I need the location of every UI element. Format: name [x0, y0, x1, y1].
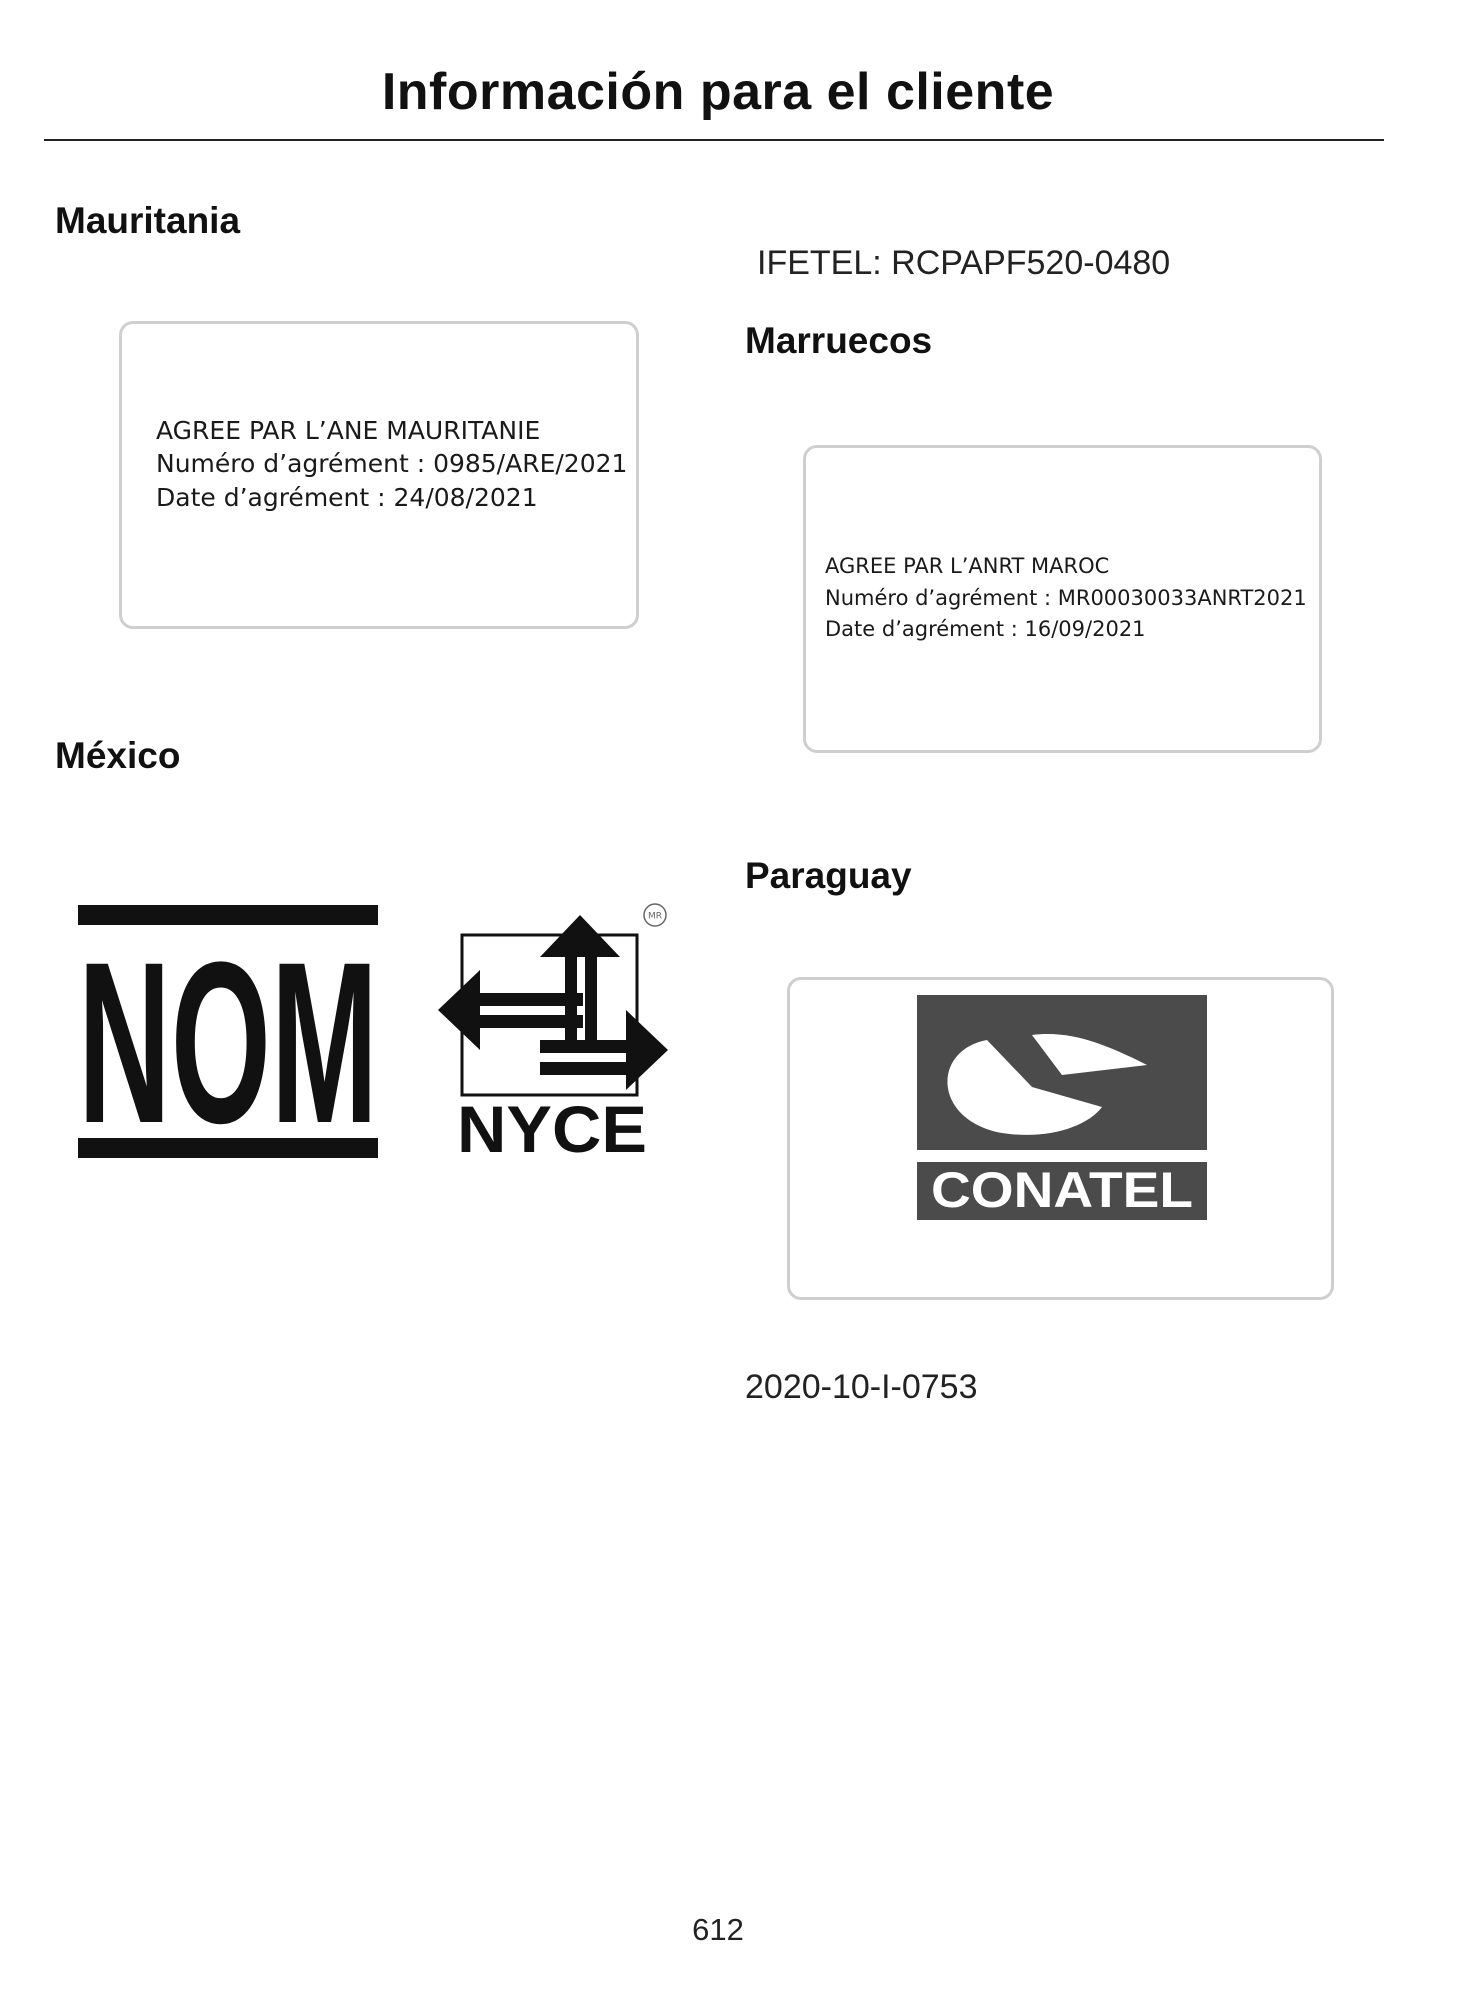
marruecos-certificate-text — [825, 551, 1307, 646]
title-divider — [44, 139, 1384, 141]
registered-mark-text: MR — [647, 911, 663, 922]
nom-logo — [78, 880, 383, 1170]
page-number: 612 — [692, 1912, 744, 1947]
nyce-logo — [430, 895, 675, 1170]
mauritania-certificate-text — [156, 414, 627, 514]
conatel-logo-text: CONATEL — [931, 1162, 1193, 1218]
marruecos-certificate-box — [803, 445, 1322, 753]
page-title: Información para el cliente — [381, 63, 1055, 121]
mauritania-cert-line: Date d’agrément : 24/08/2021 — [156, 482, 538, 512]
marruecos-cert-line: Date d’agrément : 16/09/2021 — [825, 617, 1146, 641]
conatel-logo — [917, 995, 1207, 1220]
nom-logo-text: NOM — [78, 914, 378, 1170]
marruecos-cert-line: AGREE PAR L’ANRT MAROC — [825, 554, 1110, 578]
mauritania-cert-line: Numéro d’agrément : 0985/ARE/2021 — [156, 449, 628, 479]
nyce-logo-text: NYCE — [457, 1092, 647, 1166]
mauritania-cert-line: AGREE PAR L’ANE MAURITANIE — [156, 416, 541, 445]
paraguay-certificate-box — [787, 977, 1334, 1300]
heading-paraguay: Paraguay — [745, 855, 912, 896]
heading-marruecos: Marruecos — [745, 320, 933, 361]
paraguay-registration-code: 2020-10-I-0753 — [745, 1368, 978, 1406]
mauritania-certificate-box — [119, 321, 639, 629]
ifetel-code: IFETEL: RCPAPF520-0480 — [757, 244, 1171, 282]
heading-mexico: México — [55, 735, 181, 776]
heading-mauritania: Mauritania — [55, 200, 241, 241]
marruecos-cert-line: Numéro d’agrément : MR00030033ANRT2021 — [825, 585, 1307, 610]
